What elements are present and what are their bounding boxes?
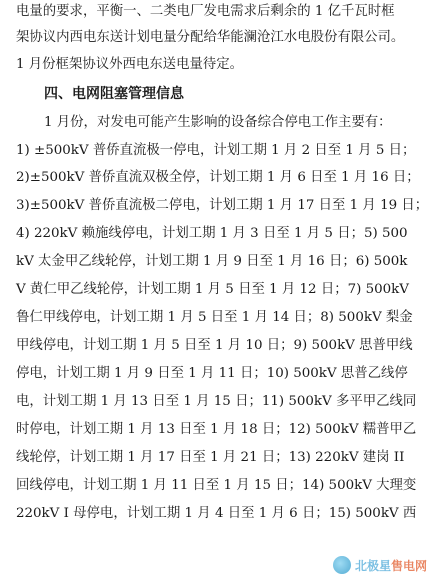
paragraph-line: 鲁仁甲线停电，计划工期 1 月 5 日至 1 月 14 日；8) 500kV 梨金 xyxy=(16,310,413,325)
paragraph-line: 电量的要求，平衡一、二类电厂发电需求后剩余的 1 亿千瓦时框 xyxy=(16,4,395,19)
paragraph-line: 停电，计划工期 1 月 9 日至 1 月 11 日；10) 500kV 思普乙线停 xyxy=(16,366,408,381)
list-item: 2)±500kV 普侨直流双极全停，计划工期 1 月 6 日至 1 月 16 日； xyxy=(16,170,420,185)
list-item: 1) ±500kV 普侨直流极一停电，计划工期 1 月 2 日至 1 月 5 日； xyxy=(16,143,416,158)
paragraph-line: kV 太金甲乙线轮停，计划工期 1 月 9 日至 1 月 16 日；6) 500k xyxy=(16,254,408,269)
paragraph-line: 4) 220kV 赖施线停电，计划工期 1 月 3 日至 1 月 5 日；5) 500 xyxy=(16,226,408,241)
watermark-text: 北极星售电网 xyxy=(354,558,427,573)
paragraph-line: 线轮停，计划工期 1 月 17 日至 1 月 21 日；13) 220kV 建岗 II xyxy=(16,450,405,465)
paragraph-line: 1 月份，对发电可能产生影响的设备综合停电工作主要有： xyxy=(44,115,392,130)
section-heading: 四、电网阻塞管理信息 xyxy=(44,86,184,102)
paragraph-line: 电，计划工期 1 月 13 日至 1 月 15 日；11) 500kV 多平甲乙线同 xyxy=(16,394,417,409)
paragraph-line: 甲线停电，计划工期 1 月 5 日至 1 月 10 日；9) 500kV 思普甲线 xyxy=(16,338,413,353)
list-item: 3)±500kV 普侨直流极二停电，计划工期 1 月 17 日至 1 月 19 日； xyxy=(16,198,429,213)
paragraph-line: 架协议内西电东送计划电量分配给华能澜沧江水电股份有限公司。 xyxy=(16,30,405,45)
watermark xyxy=(333,556,427,574)
paragraph-line: 220kV I 母停电，计划工期 1 月 4 日至 1 月 6 日；15) 500kV 西 xyxy=(16,506,417,521)
paragraph-line: 回线停电，计划工期 1 月 11 日至 1 月 15 日；14) 500kV 大理变 xyxy=(16,478,417,493)
paragraph-line: 时停电，计划工期 1 月 13 日至 1 月 18 日；12) 500kV 糯普甲乙 xyxy=(16,422,417,437)
paragraph-line: V 黄仁甲乙线轮停，计划工期 1 月 5 日至 1 月 12 日；7) 500kV xyxy=(16,282,409,297)
paragraph-line: 1 月份框架协议外西电东送电量待定。 xyxy=(16,57,244,72)
brand-logo-icon xyxy=(333,556,351,574)
